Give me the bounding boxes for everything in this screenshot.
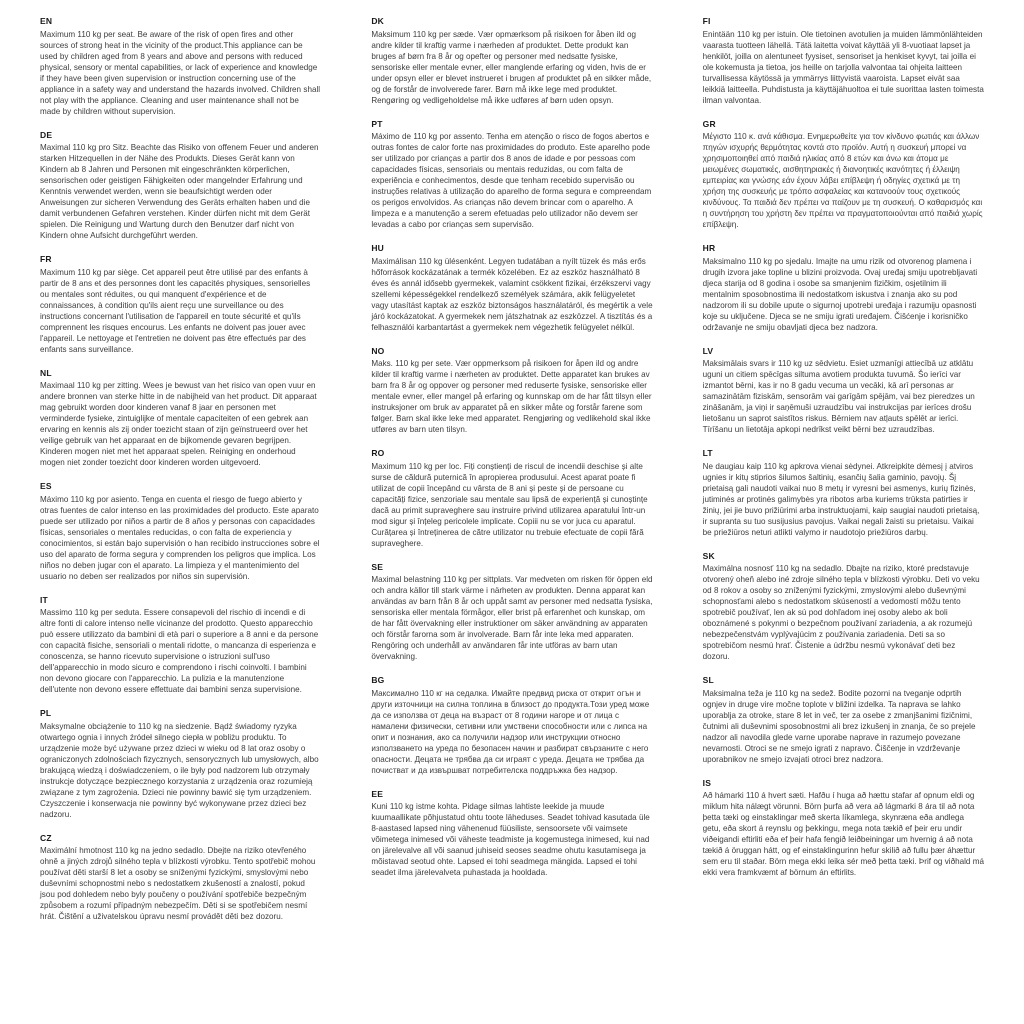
text-column-1	[40, 16, 321, 1004]
language-code-sl: SL	[702, 675, 714, 685]
language-code-fr: FR	[40, 254, 52, 264]
language-section-nl	[40, 368, 321, 469]
language-section-no	[371, 346, 652, 436]
safety-text-ro: Maximum 110 kg per loc. Fiți conștienți de riscul de incendii deschise și alte surse de căldură puternică în apropierea produsului. Acest aparat poate fi utilizat de copii începând cu vârsta de 8 ani și peste și de persoane cu capacități fizice, senzoriale sau mentale sau lipsă de experiență și cunoștințe dacă au primit supraveghere sau instruire privind utilizarea aparatului într-un mod sigur și înțeleg pericolele implicate. Copiii nu se vor juca cu aparatul. Curățarea și întreținerea de către utilizator nu trebuie efectuate de copii fără supraveghere.	[371, 461, 648, 548]
language-section-dk	[371, 16, 652, 106]
language-code-en: EN	[40, 16, 53, 26]
language-section-ro	[371, 448, 652, 549]
language-section-hu	[371, 243, 652, 333]
language-section-sk	[703, 551, 984, 663]
language-section-en	[40, 16, 321, 117]
safety-text-lv: Maksimālais svars ir 110 kg uz sēdvietu. Esiet uzmanīgi attiecībā uz atklātu uguni un citiem spēcīgas siltuma avotiem produkta tuvumā. Šo ierīci var izmantot bērni, kas ir no 8 gadu vecuma un vecāki, kā arī personas ar samazinātām fiziskām, sensorām vai garīgām spējām, vai bez pieredzes un zināšanām, ja viņi ir saņēmuši uzraudzību vai instrukcijas par ierīces drošu lietošanu un saprot saistītos riskus. Bērniem nav atļauts spēlēt ar ierīci. Tīrīšanu un lietotāja apkopi nedrīkst veikt bērni bez uzraudzības.	[702, 359, 975, 434]
language-code-dk: DK	[371, 16, 385, 26]
text-column-3	[703, 16, 984, 1004]
safety-text-lt: Ne daugiau kaip 110 kg apkrova vienai sėdynei. Atkreipkite dėmesį į atviros ugnies ir kitų stiprios šilumos šaltinių, esančių šalia gaminio, pavojų. Šį prietaisą gali naudoti vaikai nuo 8 metų ir vyresni bei asmenys, kurių fizinės, jutiminės ar protinės galimybės yra ribotos arba kuriems trūksta patirties ir žinių, jei jie buvo prižiūrimi arba instruktuojami, kaip saugiai naudoti prietaisą, ir supranta su tuo susijusius pavojus. Vaikai negali žaisti su prietaisu. Vaikai be priežiūros neturi atlikti valymo ir naudotojo priežiūros darbų.	[702, 461, 980, 537]
language-section-cz	[40, 833, 321, 923]
language-code-hu: HU	[371, 243, 385, 253]
safety-text-sk: Maximálna nosnosť 110 kg na sedadlo. Dbajte na riziko, ktoré predstavuje otvorený oheň alebo iné zdroje silného tepla v blízkosti výrobku. Deti vo veku od 8 rokov a osoby so zníženými fyzickými, zmyslovými alebo duševnými schopnosťami alebo s nedostatkom skúseností a vedomostí môžu tento spotrebič používať, len ak sú pod dohľadom inej osoby alebo ak boli oboznámené s pokynmi o bezpečnom používaní zariadenia, a ak rozumejú nebezpečenstvám vyplývajúcim z používania zariadenia. Deti sa so spotrebičom nesmú hrať. Čistenie a údržbu nesmú vykonávať deti bez dozoru.	[702, 564, 980, 661]
language-section-bg	[371, 675, 652, 776]
safety-text-is: Að hámarki 110 á hvert sæti. Hafðu í huga að hættu stafar af opnum eldi og miklum hita nálægt vörunni. Börn þurfa að vera að lágmarki 8 ára til að nota þetta tæki og einstaklingar með skerta líkamlega, skynræna eða andlega getu, eða skort á reynslu og þekkingu, mega nota tækið ef þeir eru undir viðeigandi eftirliti eða ef þeir hafa fengið leiðbeiningar um hvernig á að nota tækið á öruggan hátt, og ef einstaklingurinn hefur skilið að fullu þær áhættur sem eru til staðar. Börn mega ekki leika sér með þetta tæki. Þrif og viðhald má ekki vera framkvæmt af börnum án eftirlits.	[702, 791, 984, 877]
language-code-sk: SK	[702, 550, 715, 561]
safety-text-fi: Enintään 110 kg per istuin. Ole tietoinen avotulien ja muiden lämmönlähteiden vaarasta tuotteen lähellä. Tätä laitetta voivat käyttää yli 8-vuotiaat lapset ja henkilöt, joilla on alentuneet fyysiset, sensoriset ja henkiset kyvyt, tai joilla ei ole kokemusta ja tietoa, jos heille on tarjolla valvontaa tai ohjeita laitteen turvallisessa käytössä ja ymmärrys liittyvistä vaaroista. Lapset eivät saa leikkiä laitteella. Puhdistusta ja käyttäjähuoltoa ei tule suorittaa lasten toimesta ilman valvontaa.	[702, 29, 984, 105]
language-code-ro: RO	[371, 448, 385, 458]
language-code-pt: PT	[371, 118, 383, 129]
language-section-pl	[40, 708, 321, 820]
safety-text-it: Massimo 110 kg per seduta. Essere consapevoli del rischio di incendi e di altre fonti di calore intenso nelle vicinanze del prodotto. Questo apparecchio può essere utilizzato da bambini di età pari o superiore a 8 anni e da persone con capacità fisiche, sensoriali o mentali ridotte, o mancanza di esperienza e conoscenza, se hanno ricevuto supervisione o istruzioni sull'uso dell'apparecchio in modo sicuro e comprendono i rischi coinvolti. I bambini non devono giocare con l'apparecchio. La pulizia e la manutenzione dell'utente non devono essere effettuate dai bambini senza supervisione.	[40, 608, 319, 694]
safety-text-pl: Maksymalne obciążenie to 110 kg na siedzenie. Bądź świadomy ryzyka otwartego ognia i innych źródeł silnego ciepła w pobliżu produktu. To urządzenie może być używane przez dzieci w wieku od 8 lat oraz osoby o ograniczonych zdolnościach fizycznych, sensorycznych lub umysłowych, albo brakującą wiedzą i doświadczeniem, o ile były pod nadzorem lub otrzymały instrukcje dotyczące bezpiecznego korzystania z urządzenia oraz rozumieją związane z tym zagrożenia. Dzieci nie powinny bawić się tym urządzeniem. Czyszczenie i konserwacja nie powinny być wykonywane przez dzieci bez nadzoru.	[40, 721, 319, 819]
safety-text-dk: Maksimum 110 kg per sæde. Vær opmærksom på risikoen for åben ild og andre kilder til kraftig varme i nærheden af produktet. Dette produkt kan bruges af børn fra 8 år og opefter og personer med nedsatte fysiske, sensoriske eller mentale evner, eller manglende erfaring og viden, hvis de er under opsyn eller er blevet instrueret i brugen af produktet på en sikker måde, og de forstår de involverede farer. Børn må ikke lege med produktet. Rengøring og vedligeholdelse må ikke udføres af børn uden opsyn.	[371, 29, 652, 105]
language-section-fi	[703, 16, 984, 106]
safety-text-fr: Maximum 110 kg par siège. Cet appareil peut être utilisé par des enfants à partir de 8 ans et des personnes dont les capacités physiques, sensorielles ou mentales sont réduites, ou qui manquent d'expérience et de connaissances, à condition qu'ils aient reçu une surveillance ou des instructions concernant l'utilisation de l'appareil en toute sécurité et qu'ils comprennent les risques encourus. Les enfants ne doivent pas jouer avec l'appareil. Le nettoyage et l'entretien ne doivent pas être effectués par des enfants sans surveillance.	[40, 267, 311, 354]
safety-text-hr: Maksimalno 110 kg po sjedalu. Imajte na umu rizik od otvorenog plamena i drugih izvora jake topline u blizini proizvoda. Ovaj uređaj smiju upotrebljavati djeca starija od 8 godina i osobe sa smanjenim fizičkim, osjetilnim ili mentalnim sposobnostima ili nedostatkom iskustva i znanja ako su pod nadzorom ili su dobile upute o sigurnoj upotrebi uređaja i razumiju opasnosti koje su uključene. Djeca se ne smiju igrati uređajem. Čišćenje i korisničko održavanje ne smiju obavljati djeca bez nadzora.	[702, 256, 978, 332]
language-section-sl	[703, 675, 984, 765]
language-code-lv: LV	[702, 345, 714, 356]
language-code-se: SE	[371, 561, 384, 572]
safety-text-cz: Maximální hmotnost 110 kg na jedno sedadlo. Dbejte na riziko otevřeného ohně a jiných zdrojů silného tepla v blízkosti výrobku. Tento spotřebič mohou používat děti starší 8 let a osoby se sníženými fyzickými, smyslovými nebo duševními schopnostmi nebo s nedostatkem zkušeností a znalostí, pokud jsou pod dohledem nebo byly poučeny o používání spotřebiče bezpečným způsobem a rozumí případným nebezpečím. Děti si se spotřebičem nesmí hrát. Čištění a uživatelskou úpravu nesmí provádět děti bez dozoru.	[40, 846, 316, 921]
safety-text-nl: Maximaal 110 kg per zitting. Wees je bewust van het risico van open vuur en andere bronnen van sterke hitte in de nabijheid van het product. Dit apparaat mag gebruikt worden door kinderen vanaf 8 jaar en personen met verminderde fysieke, zintuiglijke of mentale capaciteiten of een gebrek aan ervaring en kennis als zij onder toezicht staan of zijn geïnstrueerd over het veilige gebruik van het apparaat en de bijkomende gevaren begrijpen. Kinderen mogen niet met het apparaat spelen. Reiniging en onderhoud mogen niet zonder toezicht door kinderen worden uitgevoerd.	[40, 381, 317, 467]
safety-text-bg: Максимално 110 кг на седалка. Имайте предвид риска от открит огън и други източници на силна топлина в близост до продукта.Този уред може да се използва от деца на възраст от 8 години нагоре и от лица с намалени физически, сетивни или умствени способности или с липса на опит и познания, ако са получили надзор или инструкции относно използването на уреда по безопасен начин и разбират свързаните с него опасности. Децата не трябва да си играят с уреда. Децата не трябва да почистват и да извършват потребителска поддръжка без надзор.	[371, 688, 650, 775]
safety-text-gr: Μέγιστο 110 κ. ανά κάθισμα. Ενημερωθείτε για τον κίνδυνο φωτιάς και άλλων πηγών ισχυρής θερμότητας κοντά στο προϊόν. Αυτή η συσκευή μπορεί να χρησιμοποιηθεί από παιδιά ηλικίας από 8 ετών και άνω και άτομα με μειωμένες σωματικές, αισθητηριακές ή διανοητικές ικανότητες ή έλλειψη εμπειρίας και γνώσης εάν έχουν λάβει επίβλεψη ή οδηγίες σχετικά με τη χρήση της συσκευής με τρόπο ασφαλείας και κατανοούν τους σχετικούς κινδύνους. Τα παιδιά δεν πρέπει να παίζουν με τη συσκευή. Ο καθαρισμός και η συντήρηση του χρήστη δεν πρέπει να πραγματοποιούνται από παιδιά χωρίς επίβλεψη.	[702, 132, 983, 229]
language-code-de: DE	[40, 129, 53, 140]
language-code-lt: LT	[702, 448, 713, 458]
language-code-bg: BG	[371, 675, 385, 685]
safety-text-de: Maximal 110 kg pro Sitz. Beachte das Risiko von offenem Feuer und anderen starken Hitzequellen in der Nähe des Produkts. Dieses Gerät kann von Kindern ab 8 Jahren und Personen mit eingeschränkten körperlichen, sensorischen oder geistigen Fähigkeiten oder mangelnder Erfahrung und Kenntnis verwendet werden, wenn sie beaufsichtigt werden oder Anweisungen zur sicheren Verwendung des Geräts erhalten haben und die damit verbundenen Gefahren verstehen. Kinder dürfen nicht mit dem Gerät spielen. Die Reinigung und Wartung durch den Benutzer darf nicht von Kindern ohne Aufsicht durchgeführt werden.	[40, 143, 319, 240]
language-code-fi: FI	[702, 16, 711, 26]
language-code-gr: GR	[702, 118, 716, 129]
language-section-gr	[703, 119, 984, 231]
language-section-ee	[371, 789, 652, 879]
language-section-fr	[40, 254, 321, 355]
text-column-2	[371, 16, 652, 1004]
language-code-pl: PL	[40, 708, 52, 718]
language-section-de	[40, 130, 321, 242]
language-code-no: NO	[371, 345, 385, 356]
language-section-lv	[703, 346, 984, 436]
language-code-cz: CZ	[40, 832, 52, 843]
language-code-is: IS	[702, 777, 712, 788]
language-section-lt	[703, 448, 984, 538]
safety-text-en: Maximum 110 kg per seat. Be aware of the risk of open fires and other sources of strong heat in the vicinity of the product.This appliance can be used by children aged from 8 years and above and persons with reduced physical, sensory or mental capabilities, or lack of experience and knowledge if they have been given supervision or instruction concerning use of the appliance in a safety way and understand the hazards involved. Children shall not play with the appliance. Cleaning and user maintenance shall not be made by children without supervision.	[40, 29, 321, 116]
language-section-pt	[371, 119, 652, 231]
language-code-nl: NL	[40, 367, 52, 378]
safety-text-no: Maks. 110 kg per sete. Vær oppmerksom på risikoen for åpen ild og andre kilder til kraftig varme i nærheten av produktet. Dette apparatet kan brukes av barn fra 8 år og oppover og personer med reduserte fysiske, sensoriske eller mentale evner, eller mangel på erfaring og kunnskap om de har fått tilsyn eller instruksjoner om bruk av apparatet på en sikker måte og forstår farene som følger. Barn skal ikke leke med apparatet. Rengjøring og vedlikehold skal ikke utføres av barn uten tilsyn.	[371, 359, 652, 434]
safety-text-pt: Máximo de 110 kg por assento. Tenha em atenção o risco de fogos abertos e outras fontes de calor forte nas proximidades do produto. Este aparelho pode ser utilizado por crianças a partir dos 8 anos de idade e por pessoas com capacidades físicas, sensoriais ou mentais reduzidas, ou com falta de experiência e conhecimentos, desde que tenham recebido supervisão ou instruções relativas à utilização do aparelho de forma segura e compreendam os perigos envolvidos. As crianças não devem brincar com o aparelho. A limpeza e a manutenção a serem efetuadas pelo utilizador não devem ser levadas a cabo por crianças sem supervisão.	[371, 132, 652, 229]
language-code-hr: HR	[702, 243, 716, 253]
language-code-ee: EE	[371, 788, 384, 799]
language-section-se	[371, 562, 652, 663]
language-section-it	[40, 595, 321, 696]
language-section-is	[703, 778, 984, 879]
language-code-es: ES	[40, 481, 52, 491]
safety-text-sl: Maksimalna teža je 110 kg na sedež. Bodite pozorni na tveganje odprtih ognjev in druge vire močne toplote v bližini izdelka. Ta naprava se lahko uporablja za otroke, stare 8 let in več, ter za osebe z zmanjšanimi fizičnimi, čutnimi ali duševnimi sposobnostmi ali brez izkušenj in znanja, če so prejele nadzor ali navodila glede varne uporabe naprave in razumejo povezane nevarnosti. Otroci se ne smejo igrati z napravo. Čiščenje in vzdrževanje uporabnikov ne smejo izvajati otroci brez nadzora.	[702, 688, 976, 764]
safety-text-se: Maximal belastning 110 kg per sittplats. Var medveten om risken för öppen eld och andra källor till stark värme i närheten av produkten. Denna apparat kan användas av barn från 8 år och uppåt samt av personer med nedsatta fysiska, sensoriska eller mentala förmågor, eller brist på erfarenhet och kunskap, om de har fått övervakning eller instruktioner om säker användning av apparaten och förstår farorna som är involverade. Barn får inte leka med apparaten. Rengöring och underhåll av användaren får inte utföras av barn utan övervakning.	[371, 575, 653, 661]
safety-text-ee: Kuni 110 kg istme kohta. Pidage silmas lahtiste leekide ja muude kuumaallikate põhjustatud ohtu toote läheduses. Seadet tohivad kasutada üle 8-aastased lapsed ning vähenenud füüsiliste, sensoorsete või vaimsete võimetega inimesed või väheste teadmiste ja kogemustega inimesed, kui nad on järelevalve all või saanud juhiseid seoses seadme ohutu kasutamisega ja mõistavad seotud ohte. Lapsed ei tohi seadmega mängida. Lapsed ei tohi seadet ilma järelevalveta puhastada ja hooldada.	[371, 802, 650, 877]
language-code-it: IT	[40, 594, 48, 605]
safety-text-hu: Maximálisan 110 kg ülésenként. Legyen tudatában a nyílt tüzek és más erős hőforrások kockázatának a termék közelében. Ez az eszköz használható 8 éves és annál idősebb gyermekek, valamint csökkent fizikai, érzékszervi vagy szellemi képességekkel rendelkező személyek számára, akik felügyeletet vagy utasítást kaptak az eszköz biztonságos használatáról, és megértik a vele járó kockázatokat. A gyermekek nem játszhatnak az eszközzel. A tisztítás és a felhasználói karbantartást a gyermekek nem végezhetik felügyelet nélkül.	[371, 256, 653, 332]
language-section-es	[40, 481, 321, 582]
language-section-hr	[703, 243, 984, 333]
safety-text-es: Máximo 110 kg por asiento. Tenga en cuenta el riesgo de fuego abierto y otras fuentes de calor intenso en las proximidades del producto. Este aparato puede ser utilizado por niños a partir de 8 años y personas con capacidades físicas, sensoriales o mentales reducidas, o con falta de experiencia y conocimientos, si están bajo supervisión o han recibido instrucciones sobre el uso del aparato de forma segura y comprenden los peligros que implica. Los niños no deben jugar con el aparato. La limpieza y el mantenimiento del usuario no deben ser realizados por niños sin supervisión.	[40, 494, 320, 581]
